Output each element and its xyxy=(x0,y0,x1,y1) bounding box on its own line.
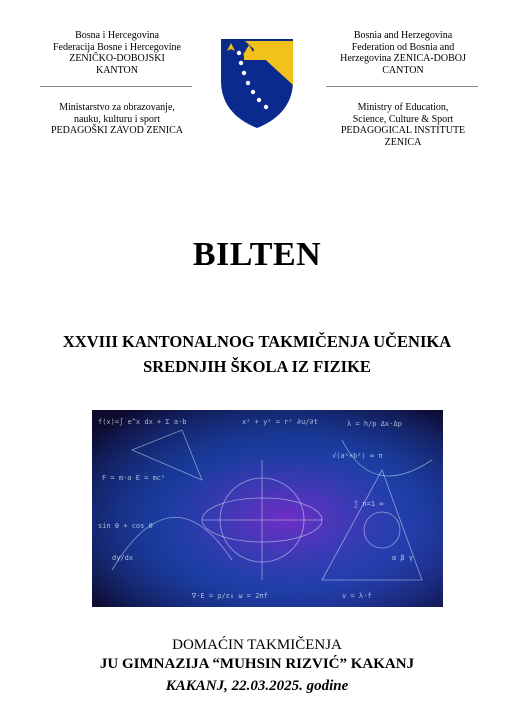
svg-text:∇·E = ρ/ε₀ ω = 2πf: ∇·E = ρ/ε₀ ω = 2πf xyxy=(192,592,268,600)
svg-text:dy/dx: dy/dx xyxy=(112,554,134,562)
header-line: nauku, kulturu i sport xyxy=(73,113,161,125)
header-left-divider xyxy=(40,86,192,87)
header-line: Bosnia and Herzegovina xyxy=(353,30,453,41)
header-line: PEDAGOGICAL INSTITUTE xyxy=(340,125,466,136)
svg-text:F = m·a E = mc²: F = m·a E = mc² xyxy=(102,474,166,482)
header-right-top xyxy=(318,30,488,76)
header-line: Bosna i Hercegovina xyxy=(75,30,159,41)
svg-text:λ = h/p Δx·Δp: λ = h/p Δx·Δp xyxy=(347,420,402,428)
svg-text:α β γ: α β γ xyxy=(392,554,414,562)
header-line: ZENICA xyxy=(384,136,422,148)
header-line: Federation od Bosnia and xyxy=(351,41,455,53)
physics-formulas-image xyxy=(92,410,443,607)
coat-of-arms-icon xyxy=(219,37,295,129)
svg-text:√(a²+b²) ∞ π: √(a²+b²) ∞ π xyxy=(332,452,383,460)
svg-text:f(x)=∫ e^x dx + Σ a·b: f(x)=∫ e^x dx + Σ a·b xyxy=(98,418,187,426)
header-line: Herzegovina ZENICA-DOBOJ xyxy=(340,53,466,64)
header-right-divider xyxy=(326,86,478,87)
header-line: Ministarstvo za obrazovanje, xyxy=(59,102,175,113)
svg-text:v = λ·f: v = λ·f xyxy=(342,592,372,600)
header-line: Federacija Bosne i Hercegovine xyxy=(52,41,181,53)
header-right-bottom xyxy=(318,102,488,148)
place-date: KAKANJ, 22.03.2025. godine xyxy=(165,678,349,694)
document-title: BILTEN xyxy=(192,236,322,273)
header-line: Science, Culture & Sport xyxy=(352,113,454,125)
header-line: Ministry of Education, xyxy=(357,102,449,113)
host-school: JU GIMNAZIJA “MUHSIN RIZVIĆ” KAKANJ xyxy=(99,656,415,672)
subtitle-line-2: SREDNJIH ŠKOLA IZ FIZIKE xyxy=(143,357,371,376)
svg-text:x² + y² = r² ∂u/∂t: x² + y² = r² ∂u/∂t xyxy=(242,418,318,426)
header-left-top xyxy=(32,30,202,76)
subtitle-line-1: XXVIII KANTONALNOG TAKMIČENJA UČENIKA xyxy=(62,332,452,351)
header-left-bottom xyxy=(32,102,202,137)
host-label: DOMAĆIN TAKMIČENJA xyxy=(172,637,342,653)
svg-text:∑ n=1 ∞: ∑ n=1 ∞ xyxy=(354,500,384,508)
header-line: CANTON xyxy=(382,64,424,76)
svg-text:sin θ + cos θ: sin θ + cos θ xyxy=(98,522,153,530)
header-line: PEDAGOŠKI ZAVOD ZENICA xyxy=(50,125,184,136)
header-line: KANTON xyxy=(95,64,139,76)
header-line: ZENIČKO-DOBOJSKI xyxy=(69,53,165,64)
